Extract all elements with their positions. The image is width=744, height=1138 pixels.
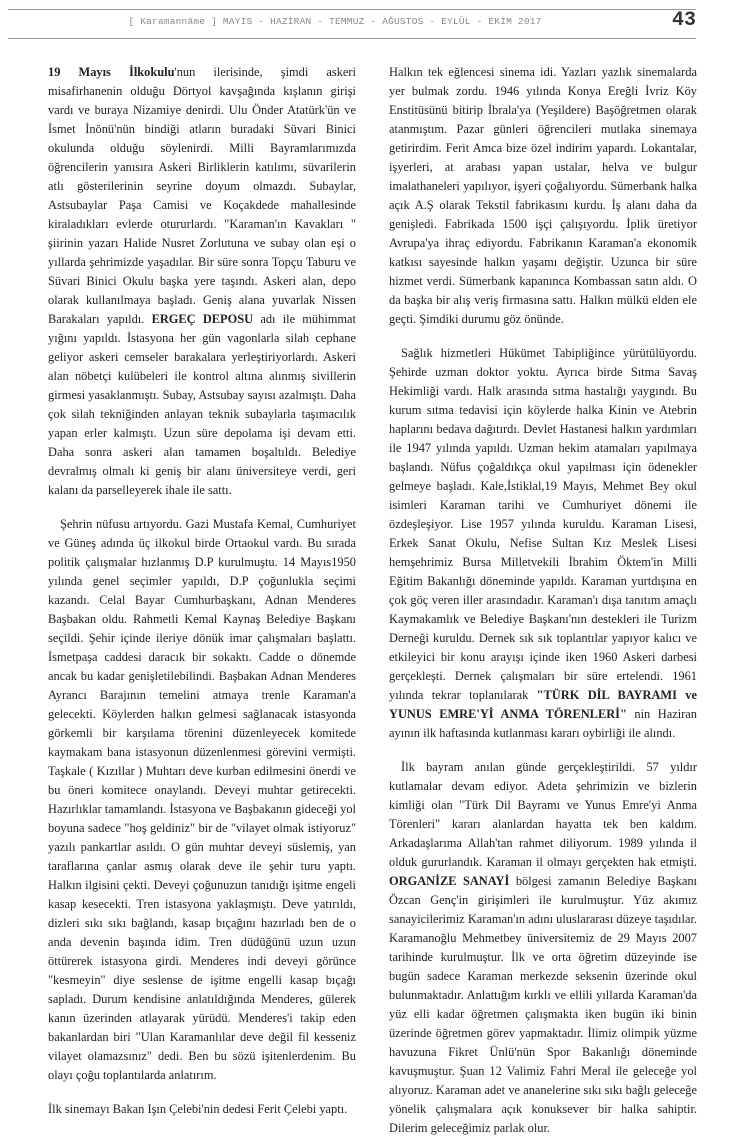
paragraph: Halkın tek eğlencesi sinema idi. Yazları yazlık sinemalarda yer bulmak zordu. 1946 yılında Konya Ereğli İvriz Köy Enstitüsünü bitirip İbrala'ya (Yeşildere) Başöğretmen olarak atanmıştım. Pazar günleri öğrencileri mutlaka sinemaya getirirdim. Ferit Amca bize özel indirim yapardı. Lokantalar, işyerleri, at arabası yapan ustalar, helva ve bulgur imalathaneleri yapılıyor, işyeri çoğalıyordu. Sümerbank halka açık A.Ş olarak Tekstil fabrikasını kurdu. İş alanı daha da genişledi. Fabrikada 1500 işçi çalışıyordu. İplik üretiyor Avrupa'ya ihraç ediyordu. Fabrikanın Karaman'a ekonomik katkısı sayesinde halkın yaşamı değiştir. Uzunca bir süre hizmet verdi. Sümerbank kapanınca Kombassan satın aldı. O da başka bir alış veriş firmasına sattı. Halkın mülkü elden ele geçti. Şimdiki durumu göz önünde. [389, 65, 697, 326]
paragraph [389, 758, 697, 1138]
right-column [389, 63, 697, 1138]
page-number: 43 [672, 9, 697, 32]
bold-phrase: ORGANİZE SANAYİ [389, 874, 510, 888]
text: adı ile mühimmat yığını yapıldı. İstasyona her gün vagonlarla silah cephane geliyor askeri cemseler barakalara yerleştiriyorlardı. Askeri alan nöbetçi kulübeleri ile kontrol altına alınmış sivillerin girmesi yasaklanmıştı. Subay, Astsubay sayısı azalmıştı. Daha çok silah tekniğinden anlayan teknik subaylarla taşımacılık yapan erler kalmıştı. Uzun süre depolama işi devam etti. Daha sonra askeri alan tamamen boşaltıldı. Belediye devralmış olmalı ki geniş bir alanı üniversiteye verdi, geri kalanı da parselleyerek ihale ile sattı. [48, 312, 356, 497]
text: nin Haziran ayının ilk haftasında kutlanması kararı oybirliği ile alındı. [389, 707, 697, 740]
paragraph [389, 344, 697, 743]
left-column [48, 63, 356, 1119]
bold-phrase: 19 Mayıs İlkokulu [48, 65, 175, 79]
bold-phrase: ERGEÇ DEPOSU [151, 312, 254, 326]
paragraph: İlk sinemayı Bakan Işın Çelebi'nin dedesi Ferit Çelebi yaptı. [48, 1102, 348, 1116]
running-header: [ Karamannâme ] MAYIS - HAZİRAN - TEMMUZ - AĞUSTOS - EYLÜL - EKİM 2017 [128, 16, 542, 27]
text: Sağlık hizmetleri Hükümet Tabipliğince yürütülüyordu. Şehirde uzman doktor yoktu. Ayrıca birde Sıtma Savaş Hekimliği vardı. Halk arasında sıtma hastalığı yaygındı. Bu kurum sıtma tedavisi için köylerde halka Kinin ve Atebrin haplarını bedava dağıtırdı. Devlet Hastanesi halkın yardımları ile 1947 yılında yapıldı. Uzman hekim atamaları yapılmaya başlandı. Nüfus çoğaldıkça okul yapılması için ödenekler gelmeye başladı. Kale,İstiklal,19 Mayıs, Mehmet Bey okul isimleri Karaman tarihi ve Cumhuriyet dönemi ile özdeşleşiyor. Lise 1957 yılında kuruldu. Karaman Lisesi, Erkek Sanat Okulu, Nefise Sultan Kız Meslek Lisesi hemşehrimiz Bursa Milletvekili İbrahim Öktem'in Milli Eğitim Bakanlığı döneminde yapıldı. Karaman yurtdışına en çok göç veren iller arasındadır. Karaman'ı dışa tanıtım amaçlı Kaymakamlık ve Belediye Başkanı'nın destekleri ile Turizm Derneği kuruldu. Dernek sık sık toplantılar yapıyor kalıcı ve etkileyici bir konu arayışı içinde iken 1960 Askeri darbesi gerçekleşti. Dernek çalışmaları bir süre ertelendi. 1961 yılında tekrar toplanılarak [389, 346, 697, 702]
text: bölgesi zamanın Belediye Başkanı Özcan Genç'in girişimleri ile kurulmuştur. Yüz akımız sanayicilerimiz Karaman'ın adını uluslararası düzeye taşıdılar. Karamanoğlu Mehmetbey üniversitemiz de 29 Mayıs 2007 tarihinde kurulmuştur. İlk ve orta öğretim düzeyinde ise bugün sadece Karaman merkezde seksenin üzerinde okul bulunmaktadır. Anlattığım kırklı ve ellili yıllarda Karaman'da yüz elli kadar öğretmen çalışmakta iken bugün iki binin üzerinde öğretmen görev yapmaktadır. İlimiz olimpik yüzme havuzuna Fikret Ünlü'nün Spor Bakanlığı döneminde kavuşmuştur. Şuan 12 Valimiz Fahri Meral ile geleceğe yol alıyoruz. Karaman adet ve ananelerine sıkı sıkı bağlı geleceğe yönelik çalışmalara açık konuksever bir halka sahiptir. Dilerim geleceğimiz parlak olur. [389, 874, 697, 1135]
paragraph [48, 63, 356, 500]
bold-phrase: "TÜRK DİL BAYRAMI ve YUNUS EMRE'Yİ ANMA TÖRENLERİ" [389, 688, 697, 721]
text: 'nun ilerisinde, şimdi askeri misafirhanenin olduğu Dörtyol kavşağında kışlanın girişi vardı ve buraya Nizamiye denirdi. Ulu Önder Atatürk'ün ve İsmet İnönü'nün bindiği atların buradaki Süvari Binici okulunda olduğu söylenirdi. Milli Bayramlarımızda öğrencilerin yanısıra Askeri Birliklerin katılımı, süvarilerin atlı gösterilerinin seyrine doyum olmazdı. Subaylar, Astsubaylar Paşa Camisi ve Koçakdede mahallesinde kiraladıkları evlerde otururlardı. "Karaman'ın Kavakları " şiirinin yazarı Halide Nusret Zorlutuna ve subay olan eşi o yıllarda şehrimizde yaşadılar. Bir süre sonra Topçu Taburu ve Süvari Binici Okulu başka yere taşındı. Askeri alan, depo olarak kullanılmaya başladı. Geniş alana yuvarlak Nissen Barakaları yapıldı. [48, 65, 356, 326]
text: İlk bayram anılan günde gerçekleştirildi. 57 yıldır kutlamalar devam ediyor. Adeta şehrimizin ve bizlerin kimliği olan "Türk Dil Bayramı ve Yunus Emre'yi Anma Törenleri" kararı alanlardan hayatta tek ben kaldım. Arkadaşlarıma Allah'tan rahmet diliyorum. 1989 yılında il olduk gururlandık. Karaman il olmayı gerçekten hak etmişti. [389, 760, 697, 869]
paragraph: Şehrin nüfusu artıyordu. Gazi Mustafa Kemal, Cumhuriyet ve Güneş adında üç ilkokul birde Ortaokul vardı. Bu sırada politik çalışmalar hızlanmış D.P kurulmuştu. 14 Mayıs1950 yılında genel seçimler yapıldı, D.P çoğunlukla seçimi kazandı. Celal Bayar Cumhurbaşkanı, Adnan Menderes Başbakan oldu. Rahmetli Kemal Kaynaş Belediye Başkanı seçildi. Şehir içinde ileriye dönük imar çalışmaları başlattı. İsmetpaşa caddesi daracık bir sokaktı. Cadde o dönemde ancak bu kadar genişletilebilindi. Başbakan Adnan Menderes Ayrancı Barajının temelini atmaya trenle Karaman'a gelecekti. Köylerden halkın gelmesi sağlanacak istasyonda görkemli bir karşılama törenini düzenleyecek komitede kaymakam bana istasyonun düzenlenmesi görevini vermişti. Taşkale ( Kızıllar ) Muhtarı deve kurban edilmesini önerdi ve bu öneri komitece onaylandı. Deveyi muhtar getirecekti. Hazırlıklar tamamlandı. İstasyona ve Başbakanın gideceği yol boyuna sadece "hoş geldiniz" bir de "vilayet olmak istiyoruz" yazılı pankartlar asıldı. O gün muhtar deveyi süslemiş, yan taraflarına çanlar asmış olarak deve ile şehir turu yaptı. Halkın ilgisini çekti. Deveyi çoğunuzun tanıdığı işitme engeli kasap kesecekti. Tren istasyona yaklaşmıştı. Deve yatırıldı, dizleri sıkı sıkı bağlandı, kasap bıçağını hazırladı ben de o anda devenin başında idim. Tren düdüğünü uzun uzun öttürerek istasyona girdi. Menderes indi deveyi görünce "kesmeyin" diye seslense de işitme engelli kasap bıçağı sapladı. Durum kendisine anlatıldığında Menderes, gülerek kanın üzerinden atlayarak yürüdü. Menderes'i takip eden bakanlardan biri "Ulan Karamanlılar deve değil fil kesseniz vilayet olamazsınız" dedi. Ben bu sözü işitenlerdenim. Bu olayı çoğu toplantılarda anlatırım. [48, 517, 356, 1082]
